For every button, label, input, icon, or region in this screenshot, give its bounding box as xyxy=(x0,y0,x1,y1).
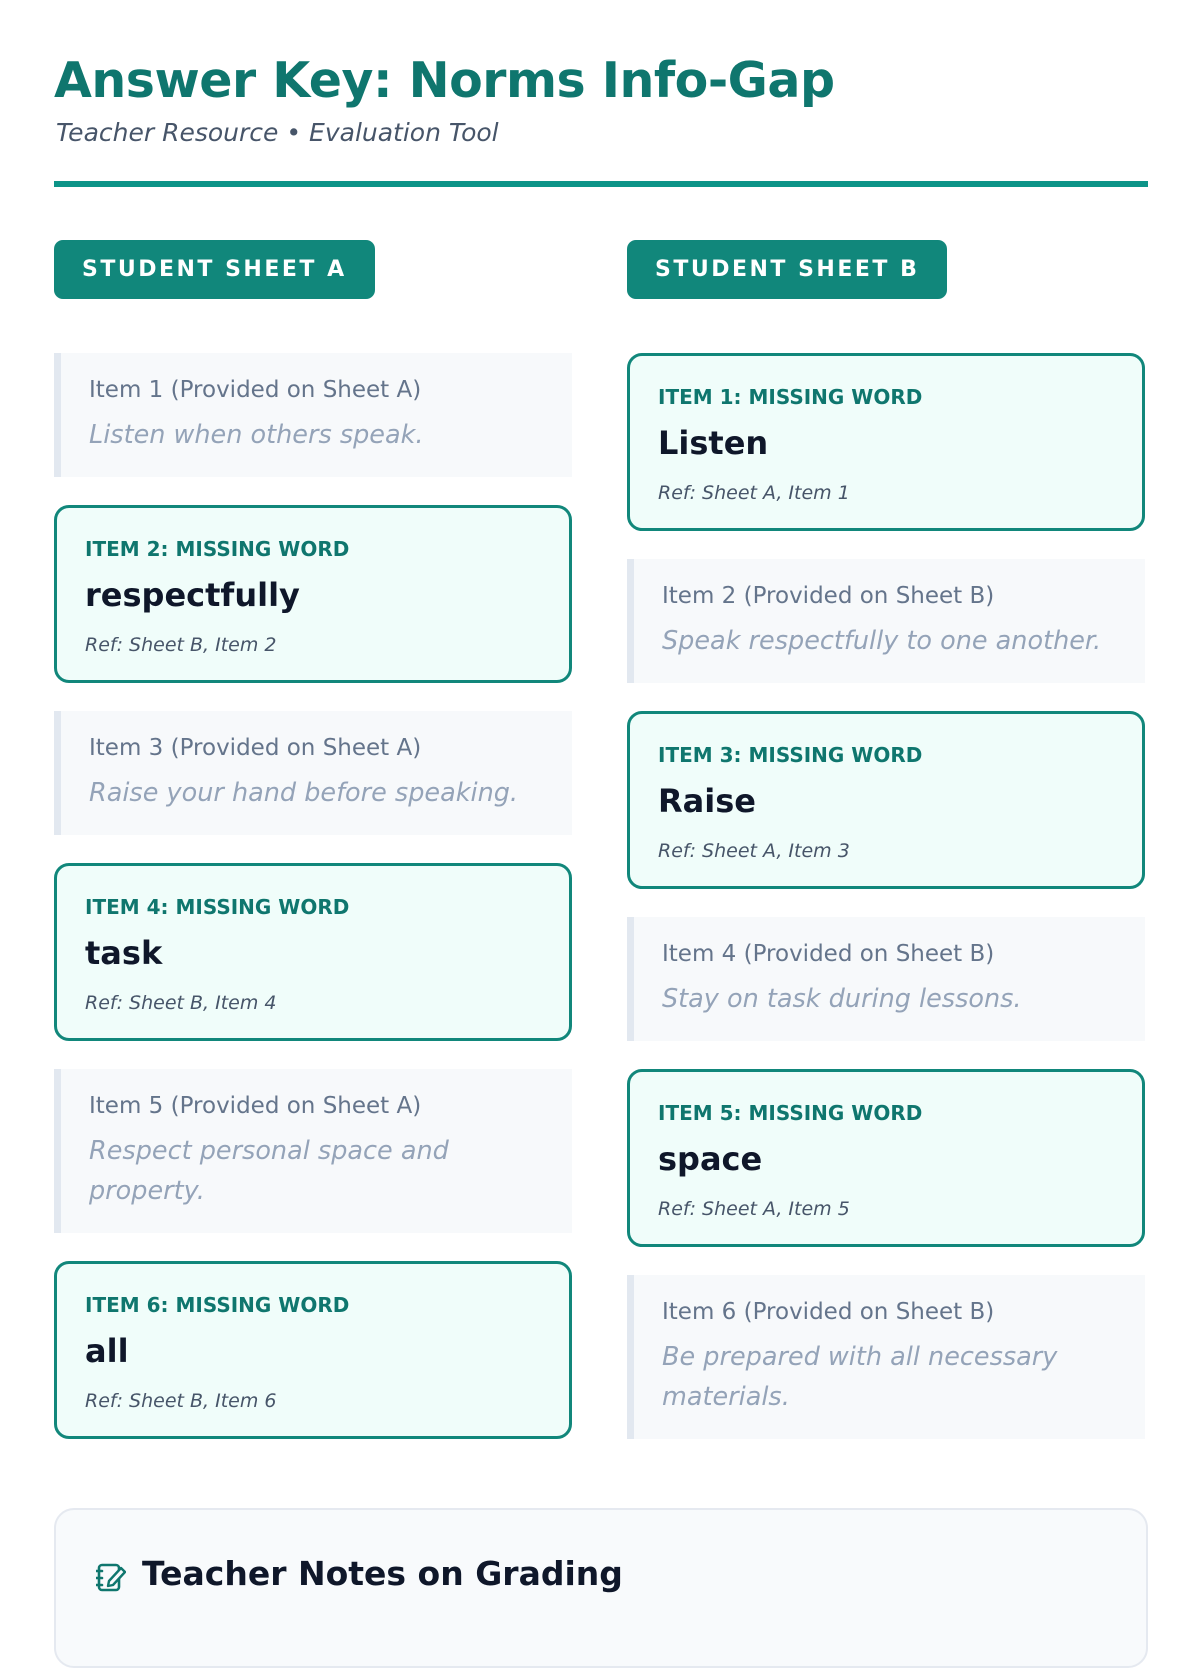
answer-reference: Ref: Sheet B, Item 4 xyxy=(85,992,277,1014)
teacher-notes-panel xyxy=(54,1508,1148,1668)
edit-note-icon xyxy=(96,1560,126,1594)
provided-item-label: Item 3 (Provided on Sheet A) xyxy=(89,735,422,761)
provided-item-text: Speak respectfully to one another. xyxy=(662,626,1102,656)
provided-item-card xyxy=(627,917,1145,1041)
provided-item-text: Listen when others speak. xyxy=(89,420,424,450)
answer-word: space xyxy=(658,1140,763,1178)
answer-word: Raise xyxy=(658,782,756,820)
answer-label: ITEM 4: MISSING WORD xyxy=(85,895,350,919)
page-subtitle: Teacher Resource • Evaluation Tool xyxy=(56,118,499,147)
provided-item-text: Raise your hand before speaking. xyxy=(89,778,519,808)
provided-item-label: Item 5 (Provided on Sheet A) xyxy=(89,1093,422,1119)
answer-card xyxy=(54,1261,572,1439)
answer-word: task xyxy=(85,934,163,972)
sheet-a-column xyxy=(54,240,572,1412)
answer-reference: Ref: Sheet B, Item 6 xyxy=(85,1390,277,1412)
provided-item-text: Stay on task during lessons. xyxy=(662,984,1022,1014)
page-title: Answer Key: Norms Info-Gap xyxy=(54,52,835,109)
answer-card xyxy=(54,505,572,683)
answer-reference: Ref: Sheet A, Item 5 xyxy=(658,1198,850,1220)
answer-label: ITEM 5: MISSING WORD xyxy=(658,1101,923,1125)
sheet-b-badge: STUDENT SHEET B xyxy=(627,240,947,299)
answer-card xyxy=(54,863,572,1041)
provided-item-label: Item 6 (Provided on Sheet B) xyxy=(662,1299,995,1325)
teacher-notes-title: Teacher Notes on Grading xyxy=(142,1554,623,1593)
provided-item-card xyxy=(54,1069,572,1233)
provided-item-text: Be prepared with all necessary materials. xyxy=(662,1342,1058,1412)
answer-card xyxy=(627,353,1145,531)
answer-word: Listen xyxy=(658,424,769,462)
provided-item-card xyxy=(627,1275,1145,1439)
sheet-b-items xyxy=(627,353,1145,1467)
answer-word: all xyxy=(85,1332,129,1370)
answer-label: ITEM 6: MISSING WORD xyxy=(85,1293,350,1317)
provided-item-text: Respect personal space and property. xyxy=(89,1136,449,1206)
provided-item-label: Item 4 (Provided on Sheet B) xyxy=(662,941,995,967)
answer-card xyxy=(627,711,1145,889)
sheet-a-items xyxy=(54,353,572,1467)
provided-item-card xyxy=(54,711,572,835)
sheet-a-badge: STUDENT SHEET A xyxy=(54,240,375,299)
sheet-b-column xyxy=(627,240,1145,1412)
provided-item-label: Item 2 (Provided on Sheet B) xyxy=(662,583,995,609)
answer-reference: Ref: Sheet A, Item 1 xyxy=(658,482,850,504)
provided-item-card xyxy=(54,353,572,477)
answer-word: respectfully xyxy=(85,576,300,614)
answer-card xyxy=(627,1069,1145,1247)
provided-item-card xyxy=(627,559,1145,683)
answer-reference: Ref: Sheet A, Item 3 xyxy=(658,840,850,862)
answer-label: ITEM 1: MISSING WORD xyxy=(658,385,923,409)
answer-label: ITEM 3: MISSING WORD xyxy=(658,743,923,767)
provided-item-label: Item 1 (Provided on Sheet A) xyxy=(89,377,422,403)
answer-label: ITEM 2: MISSING WORD xyxy=(85,537,350,561)
header-divider xyxy=(54,181,1148,187)
answer-reference: Ref: Sheet B, Item 2 xyxy=(85,634,277,656)
